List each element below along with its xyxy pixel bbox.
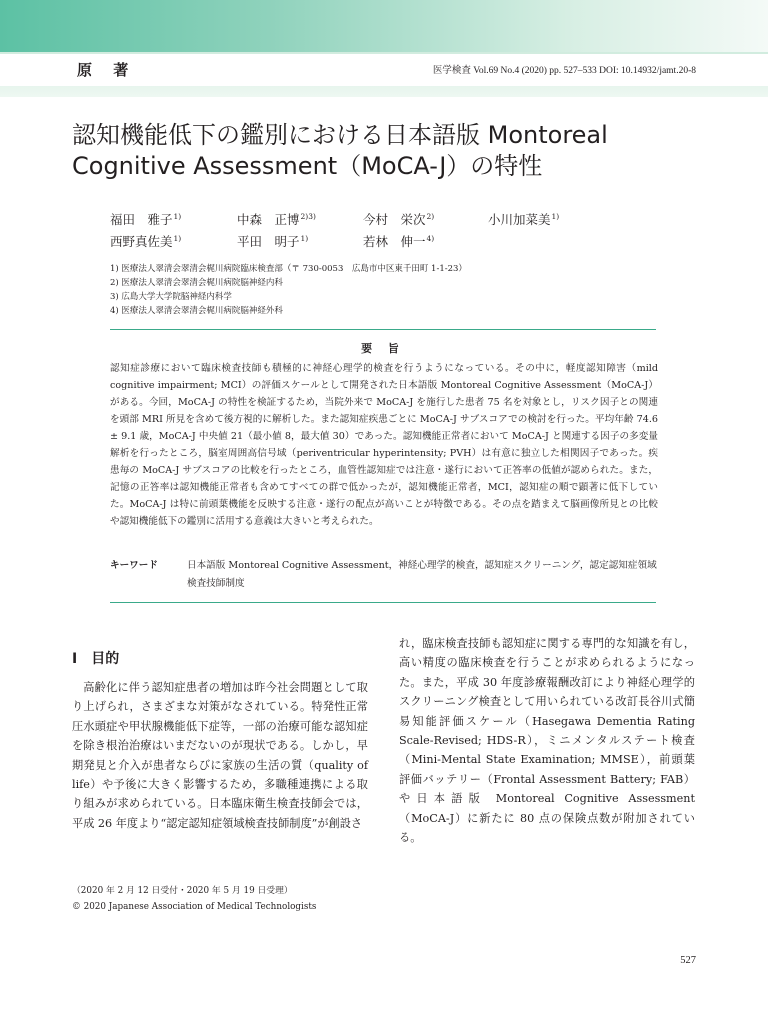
article-category: 原 著 bbox=[77, 61, 137, 79]
author: 西野真佐美$^{1)}$ bbox=[110, 234, 182, 249]
affiliation: 2) 医療法人翠清会翠清会梶川病院脳神経内科 bbox=[110, 278, 283, 288]
affiliation: 1) 医療法人翠清会翠清会梶川病院臨床検査部（〒 730-0053 広島市中区東千田町 1-1-23） bbox=[110, 264, 467, 274]
body-column-left: 高齢化に伴う認知症患者の増加は昨今社会問題として取り上げられ，さまざまな対策がなされている。特発性正常圧水頭症や甲状腺機能低下症等，一部の治療可能な認知症を除き根治治療はいまだないのが現状である。しかし，早期発見と介入が患者ならびに家族の生活の質（quality of life）や予後に大きく影響するため，多職種連携による取り組みが求められている。日本臨床衛生検査技師会では，平成 26 年度より“認定認知症領域検査技師制度”が創設さ bbox=[72, 681, 368, 830]
keywords-label: キーワード bbox=[110, 560, 158, 571]
header-gradient bbox=[0, 0, 768, 52]
author: 小川加菜美$^{1)}$ bbox=[488, 212, 560, 227]
section-heading: I 目的 bbox=[72, 651, 120, 667]
body-column-right: れ，臨床検査技師も認知症に関する専門的な知識を有し，高い精度の臨床検査を行うことが求められるようになった。また，平成 30 年度診療報酬改訂により神経心理学的スクリーニング検査として用いられている改訂長谷川式簡易知能評価スケール（Hasegawa Dementia Rating Scale-Revised; HDS-R），ミニメンタルステート検査（Mini-Mental State Examination; MMSE），前頭葉評価バッテリー（Frontal Assessment Battery; FAB）や日本語版 Montoreal Cognitive Assessment（MoCA-J）に新たに 80 点の保険点数が附加されている。 bbox=[399, 637, 695, 845]
abstract-top-rule bbox=[110, 329, 656, 330]
author: 平田 明子$^{1)}$ bbox=[237, 234, 309, 249]
abstract-bottom-rule bbox=[110, 602, 656, 603]
copyright: © 2020 Japanese Association of Medical Technologists bbox=[72, 902, 317, 912]
article-title: 認知機能低下の鑑別における日本語版 Montoreal Cognitive Assessment（MoCA-J）の特性 bbox=[72, 121, 608, 180]
author: 若林 伸一$^{4)}$ bbox=[363, 234, 435, 249]
affiliation: 3) 広島大学大学院脳神経内科学 bbox=[110, 292, 232, 302]
journal-citation: 医学検査 Vol.69 No.4 (2020) pp. 527–533 DOI: 10.14932/jamt.20-8 bbox=[432, 66, 696, 76]
keywords-text: 日本語版 Montoreal Cognitive Assessment，神経心理学的検査，認知症スクリーニング，認定認知症領域検査技師制度 bbox=[187, 560, 657, 589]
received-dates: （2020 年 2 月 12 日受付・2020 年 5 月 19 日受理） bbox=[72, 886, 293, 896]
page-number: 527 bbox=[680, 955, 696, 966]
abstract-heading: 要 旨 bbox=[361, 342, 405, 355]
author: 福田 雅子$^{1)}$ bbox=[110, 212, 182, 227]
article-history bbox=[72, 883, 316, 915]
affiliation: 4) 医療法人翠清会翠清会梶川病院脳神経外科 bbox=[110, 306, 283, 316]
author: 今村 栄次$^{2)}$ bbox=[363, 212, 435, 227]
affiliation-list bbox=[110, 262, 467, 318]
abstract-text: 認知症診療において臨床検査技師も積極的に神経心理学的検査を行うようになっている。その中に，軽度認知障害（mild cognitive impairment; MCI）の評価スケールとして開発された日本語版 Montoreal Cognitive Assessment（MoCA-J）がある。今回，MoCA-J の特性を検証するため，当院外来で MoCA-J を施行した患者 75 名を対象とし，リスク因子との関連を頭部 MRI 所見を含めて後方視的に解析した。また認知症疾患ごとに MoCA-J サブスコアでの検討を行った。平均年齢 74.6 ± 9.1 歳，MoCA-J 中央値 21（最小値 8，最大値 30）であった。認知機能正常者において MoCA-J と関連する因子の多変量解析を行ったところ，脳室周囲高信号域（periventricular hyperintensity; PVH）は有意に独立した相関因子であった。疾患毎の MoCA-J サブスコアの比較を行ったところ，血管性認知症では注意・遂行において正答率の低値が認められた。また，記憶の正答率は認知機能正常者も含めてすべての群で低かったが，認知機能正常者，MCI，認知症の順で顕著に低下していた。MoCA-J は特に前頭葉機能を反映する注意・遂行の配点が高いことが特徴である。その点を踏まえて脳画像所見との比較や認知機能低下の鑑別に活用する意義は大きいと考えられた。 bbox=[110, 363, 658, 527]
author: 中森 正博$^{2)3)}$ bbox=[237, 212, 316, 227]
